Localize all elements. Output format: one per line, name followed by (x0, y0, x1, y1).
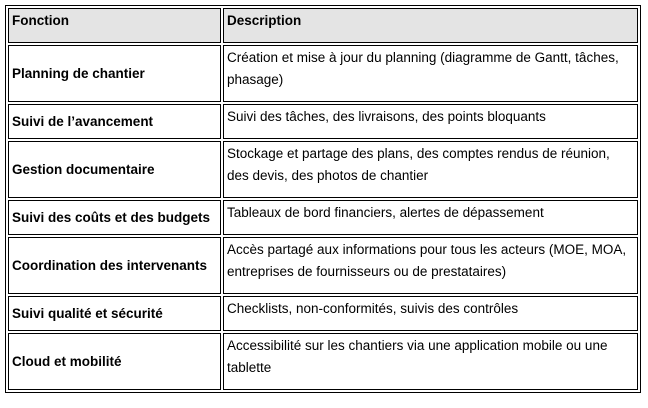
table-row (8, 237, 638, 294)
function-cell: Suivi des coûts et des budgets (8, 200, 221, 235)
function-cell: Suivi de l’avancement (8, 104, 221, 139)
table-row (8, 200, 638, 235)
function-cell: Coordination des intervenants (8, 237, 221, 294)
features-table (5, 5, 641, 393)
table-header-row (8, 8, 638, 43)
table-row (8, 141, 638, 198)
description-cell: Création et mise à jour du planning (diagramme de Gantt, tâches, phasage) (223, 45, 638, 102)
description-cell: Stockage et partage des plans, des comptes rendus de réunion, des devis, des photos de chantier (223, 141, 638, 198)
description-cell: Checklists, non-conformités, suivis des contrôles (223, 296, 638, 331)
table-row (8, 45, 638, 102)
header-function: Fonction (8, 8, 221, 43)
table-row (8, 333, 638, 390)
description-cell: Accessibilité sur les chantiers via une application mobile ou une tablette (223, 333, 638, 390)
table-row (8, 104, 638, 139)
function-cell: Planning de chantier (8, 45, 221, 102)
description-cell: Tableaux de bord financiers, alertes de dépassement (223, 200, 638, 235)
header-description: Description (223, 8, 638, 43)
function-cell: Gestion documentaire (8, 141, 221, 198)
function-cell: Suivi qualité et sécurité (8, 296, 221, 331)
table-row (8, 296, 638, 331)
description-cell: Accès partagé aux informations pour tous les acteurs (MOE, MOA, entreprises de fournisseurs ou de prestataires) (223, 237, 638, 294)
description-cell: Suivi des tâches, des livraisons, des points bloquants (223, 104, 638, 139)
function-cell: Cloud et mobilité (8, 333, 221, 390)
